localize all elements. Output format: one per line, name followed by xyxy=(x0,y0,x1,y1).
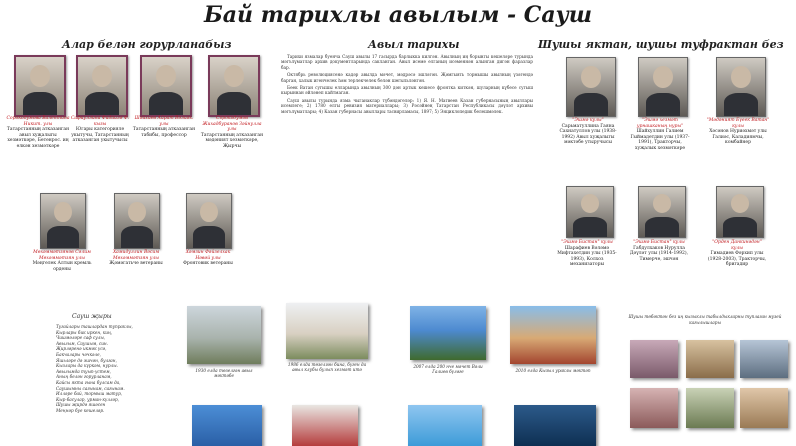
person-name: "Эшмә кулы" xyxy=(572,118,604,123)
portrait-photo xyxy=(638,57,688,117)
section-heading-pride: Алар белән горурланабыз xyxy=(62,38,232,51)
history-paragraph: Бөек Ватан сугышы елларында авылның 300 дән артык кешесе фронтка киткән, шуларның күбесе сугыш кырыннан әйләнеп кайтмаган. xyxy=(281,85,533,96)
portrait-photo xyxy=(40,193,86,249)
person-description: Гимадиев Фәрхип улы (1928-2003), Тракторчы, бригадир xyxy=(707,251,767,267)
person-name: Хәмзин Фәйзелхак Нәвәй улы xyxy=(185,250,231,261)
person-description: Габдулхаков Нурулла Дәүләт улы (1914-1992), Тимерче, эшчән xyxy=(629,245,689,262)
portrait-photo xyxy=(716,57,766,117)
portrait-body xyxy=(217,92,252,115)
section-heading-natives: Шушы яктан, шушы туфрактан без xyxy=(538,38,784,51)
portrait-caption xyxy=(178,250,238,267)
portrait-photo xyxy=(114,193,160,249)
person-description: Татарстанның атказанган мәдәният хезмәткәре, Җырчы xyxy=(200,132,264,149)
portrait-photo xyxy=(638,186,686,238)
portrait-caption xyxy=(628,118,692,151)
portrait-face xyxy=(92,65,111,87)
village-photo xyxy=(408,405,482,446)
person-description: Шарафиев Вәләмә Мифтахетдин улы (1935-1993), Колхоз механизаторы xyxy=(557,245,617,267)
portrait-body xyxy=(574,93,609,116)
portrait-caption xyxy=(628,240,690,262)
person-description: Татарстанның атказанган авыл хуҗалыгы хезмәткәре, Бөтенрос. иң өлкән хезмәткәре xyxy=(6,127,70,149)
person-name: "Орден Данкинәдән" кулы xyxy=(712,240,762,251)
person-name: Хамидуллин Вәсим Мөхәммәтзян улы xyxy=(112,250,160,261)
portrait-caption xyxy=(706,118,770,146)
village-photo-caption: 1930 елда төзелгән авыл мәктәбе xyxy=(195,368,253,379)
person-description: Татарстанның атказанган табибы, профессор xyxy=(132,127,196,138)
museum-photo xyxy=(740,340,788,378)
portrait-photo xyxy=(76,55,128,117)
portrait-body xyxy=(723,217,756,237)
portrait-face xyxy=(731,66,750,88)
portrait-face xyxy=(653,66,672,88)
person-name: Сорокодумова Валентина Никит. улы xyxy=(6,116,70,127)
portrait-caption xyxy=(200,116,264,149)
poem-title: Сауш җыры xyxy=(72,313,112,320)
portrait-photo xyxy=(186,193,232,249)
village-photo xyxy=(510,306,596,364)
portrait-body xyxy=(193,226,225,248)
museum-photo xyxy=(740,388,788,428)
portrait-face xyxy=(653,194,671,213)
person-description: Хәсәнов Нуриәхмәт улы Галиәс, Каладиямчы, комбайнер xyxy=(709,129,767,145)
portrait-caption xyxy=(68,116,132,144)
portrait-photo xyxy=(716,186,764,238)
person-description: Югары категорияле укытучы, Татарстанның атказанган укытучысы xyxy=(71,127,129,143)
portrait-face xyxy=(156,65,175,87)
portrait-body xyxy=(646,93,681,116)
portrait-body xyxy=(149,92,184,115)
village-photo xyxy=(192,405,262,446)
person-description: Шайхуллин Галием Гыймадетдин улы (1937-1991), Тракторчы, хуҗалык хезмәткәре xyxy=(630,129,690,151)
portrait-photo xyxy=(566,57,616,117)
person-name: "Мәдәният Бүеек Ватан" кулы xyxy=(706,118,770,129)
person-description: Мәңгелек Алтын кремль ордены xyxy=(32,261,92,272)
person-name: "Эшмә Бистан" кулы xyxy=(561,240,613,245)
village-photo-caption: 1986 елда төзелгән бина, бүген да авыл клубы булып хезмәт итә xyxy=(287,362,367,373)
portrait-body xyxy=(645,217,678,237)
village-photo xyxy=(286,303,368,359)
village-photo-caption: 2010 елда Кызыл ураклы мәктәп xyxy=(515,368,591,373)
portrait-body xyxy=(121,226,153,248)
portrait-caption xyxy=(706,240,768,268)
portrait-body xyxy=(23,92,58,115)
portrait-photo xyxy=(208,55,260,117)
portrait-photo xyxy=(140,55,192,117)
person-name: Сорокодумов Жихадбуранов Зәйнулла улы xyxy=(202,116,262,132)
museum-photo xyxy=(686,388,734,428)
portrait-face xyxy=(30,65,49,87)
portrait-caption xyxy=(32,250,92,272)
poem-text: Тугайлары ташлардан тупраклы, Кырлары бик иркен, киң, Чишмәләре саф сулы, Авылым, Саушым, син. Җирләренә икмәк үсә, Бакчалары чәчкәле, Яшьләре дә эшчән, булган, Кызлары да күркәм, нурлы. Авылымда туып-үстем, Аның белән горурланам, Кайсы якта гына булсам да, Саушымны сагынам, сагынам. Илләре бай, тормыш матур, Кыр-басулар, урман-күлләр, Шушы җирдә яшәсен Меңнәр буе кешеләр. xyxy=(56,324,133,413)
village-photo xyxy=(187,306,261,364)
person-name: Шәйхиев Айрат Вәлиәх. улы xyxy=(134,116,194,127)
history-paragraph: Сауш авылы турында язма чыганаклар түбәндәгеләр: 1) Я. Н. Матвеев Казан губернасының авыллары исемлеге; 2) 1780 елгы ревизия материаллары; 3) Рәсәйнең Татарстан Республикасы дәүләт архивы мәгълүматлары; 4) Казан губернасы авыллары тасвирламасы, 1897; 5) Энциклопедик белешмәлек. xyxy=(281,97,533,114)
history-paragraph: Октябрь революциясенә кадәр авылда мәчет, мәдрәсә эшләгән. Җәмгыять тормышы авылның үзәгендә барган, халык игенчелек һәм терлекчелек белән шөгыльләнгән. xyxy=(281,72,533,83)
village-photo-caption: 2007 елда 200 нче мәчет Вәли Галиев бүләге xyxy=(413,364,483,375)
section-heading-history: Авыл тарихы xyxy=(368,38,460,51)
portrait-body xyxy=(85,92,120,115)
person-description: Җәмәгатьче ветераны xyxy=(109,261,163,266)
portrait-caption xyxy=(106,250,166,267)
person-description: Сарьматуллина Гаяна Сахнатуллов улы (1938-1992) Авыл хуҗалыгы мәктәбе утыручысы xyxy=(559,123,617,145)
person-name: Мөхәммәтзянов Сәлим Мөхәммәтзян улы xyxy=(33,250,91,261)
portrait-face xyxy=(200,202,218,223)
history-paragraph: Тарихи язмалар буенча Сауш авылы 17 гасырда барлыкка килгән. Авылның иң борынгы кешеләре турында мәгълүматлар архив документларында сакланган. Авыл исеме елганың исеменнән алынган дигән фаразлар бар. xyxy=(281,54,533,70)
village-photo xyxy=(514,405,596,446)
portrait-body xyxy=(47,226,79,248)
person-name: "Эшмә хезмәт урнашканың нуры" xyxy=(636,118,684,129)
portrait-body xyxy=(724,93,759,116)
portrait-caption xyxy=(556,240,618,268)
portrait-caption xyxy=(6,116,70,149)
museum-photo xyxy=(630,340,678,378)
portrait-caption xyxy=(556,118,620,146)
portrait-face xyxy=(581,66,600,88)
portrait-face xyxy=(731,194,749,213)
person-description: Фронтовик ветераны xyxy=(183,261,233,266)
village-photo xyxy=(410,306,486,360)
portrait-face xyxy=(581,194,599,213)
portrait-face xyxy=(54,202,72,223)
history-text xyxy=(281,54,533,304)
person-name: Сафиуллина Фидаилә Ф. кызы xyxy=(70,116,130,127)
portrait-body xyxy=(573,217,606,237)
right-note: Шушы төбәктән без иң кызыклы табылдыкларны туплаган музей кагылышлары xyxy=(628,314,782,325)
museum-photo xyxy=(686,340,734,378)
museum-photo xyxy=(630,388,678,428)
portrait-photo xyxy=(14,55,66,117)
portrait-face xyxy=(128,202,146,223)
portrait-photo xyxy=(566,186,614,238)
page-title: Бай тарихлы авылым - Сауш xyxy=(203,2,593,28)
portrait-caption xyxy=(132,116,196,138)
person-name: "Эшмә Бистан" кулы xyxy=(633,240,685,245)
village-photo xyxy=(292,405,358,446)
portrait-face xyxy=(224,65,243,87)
